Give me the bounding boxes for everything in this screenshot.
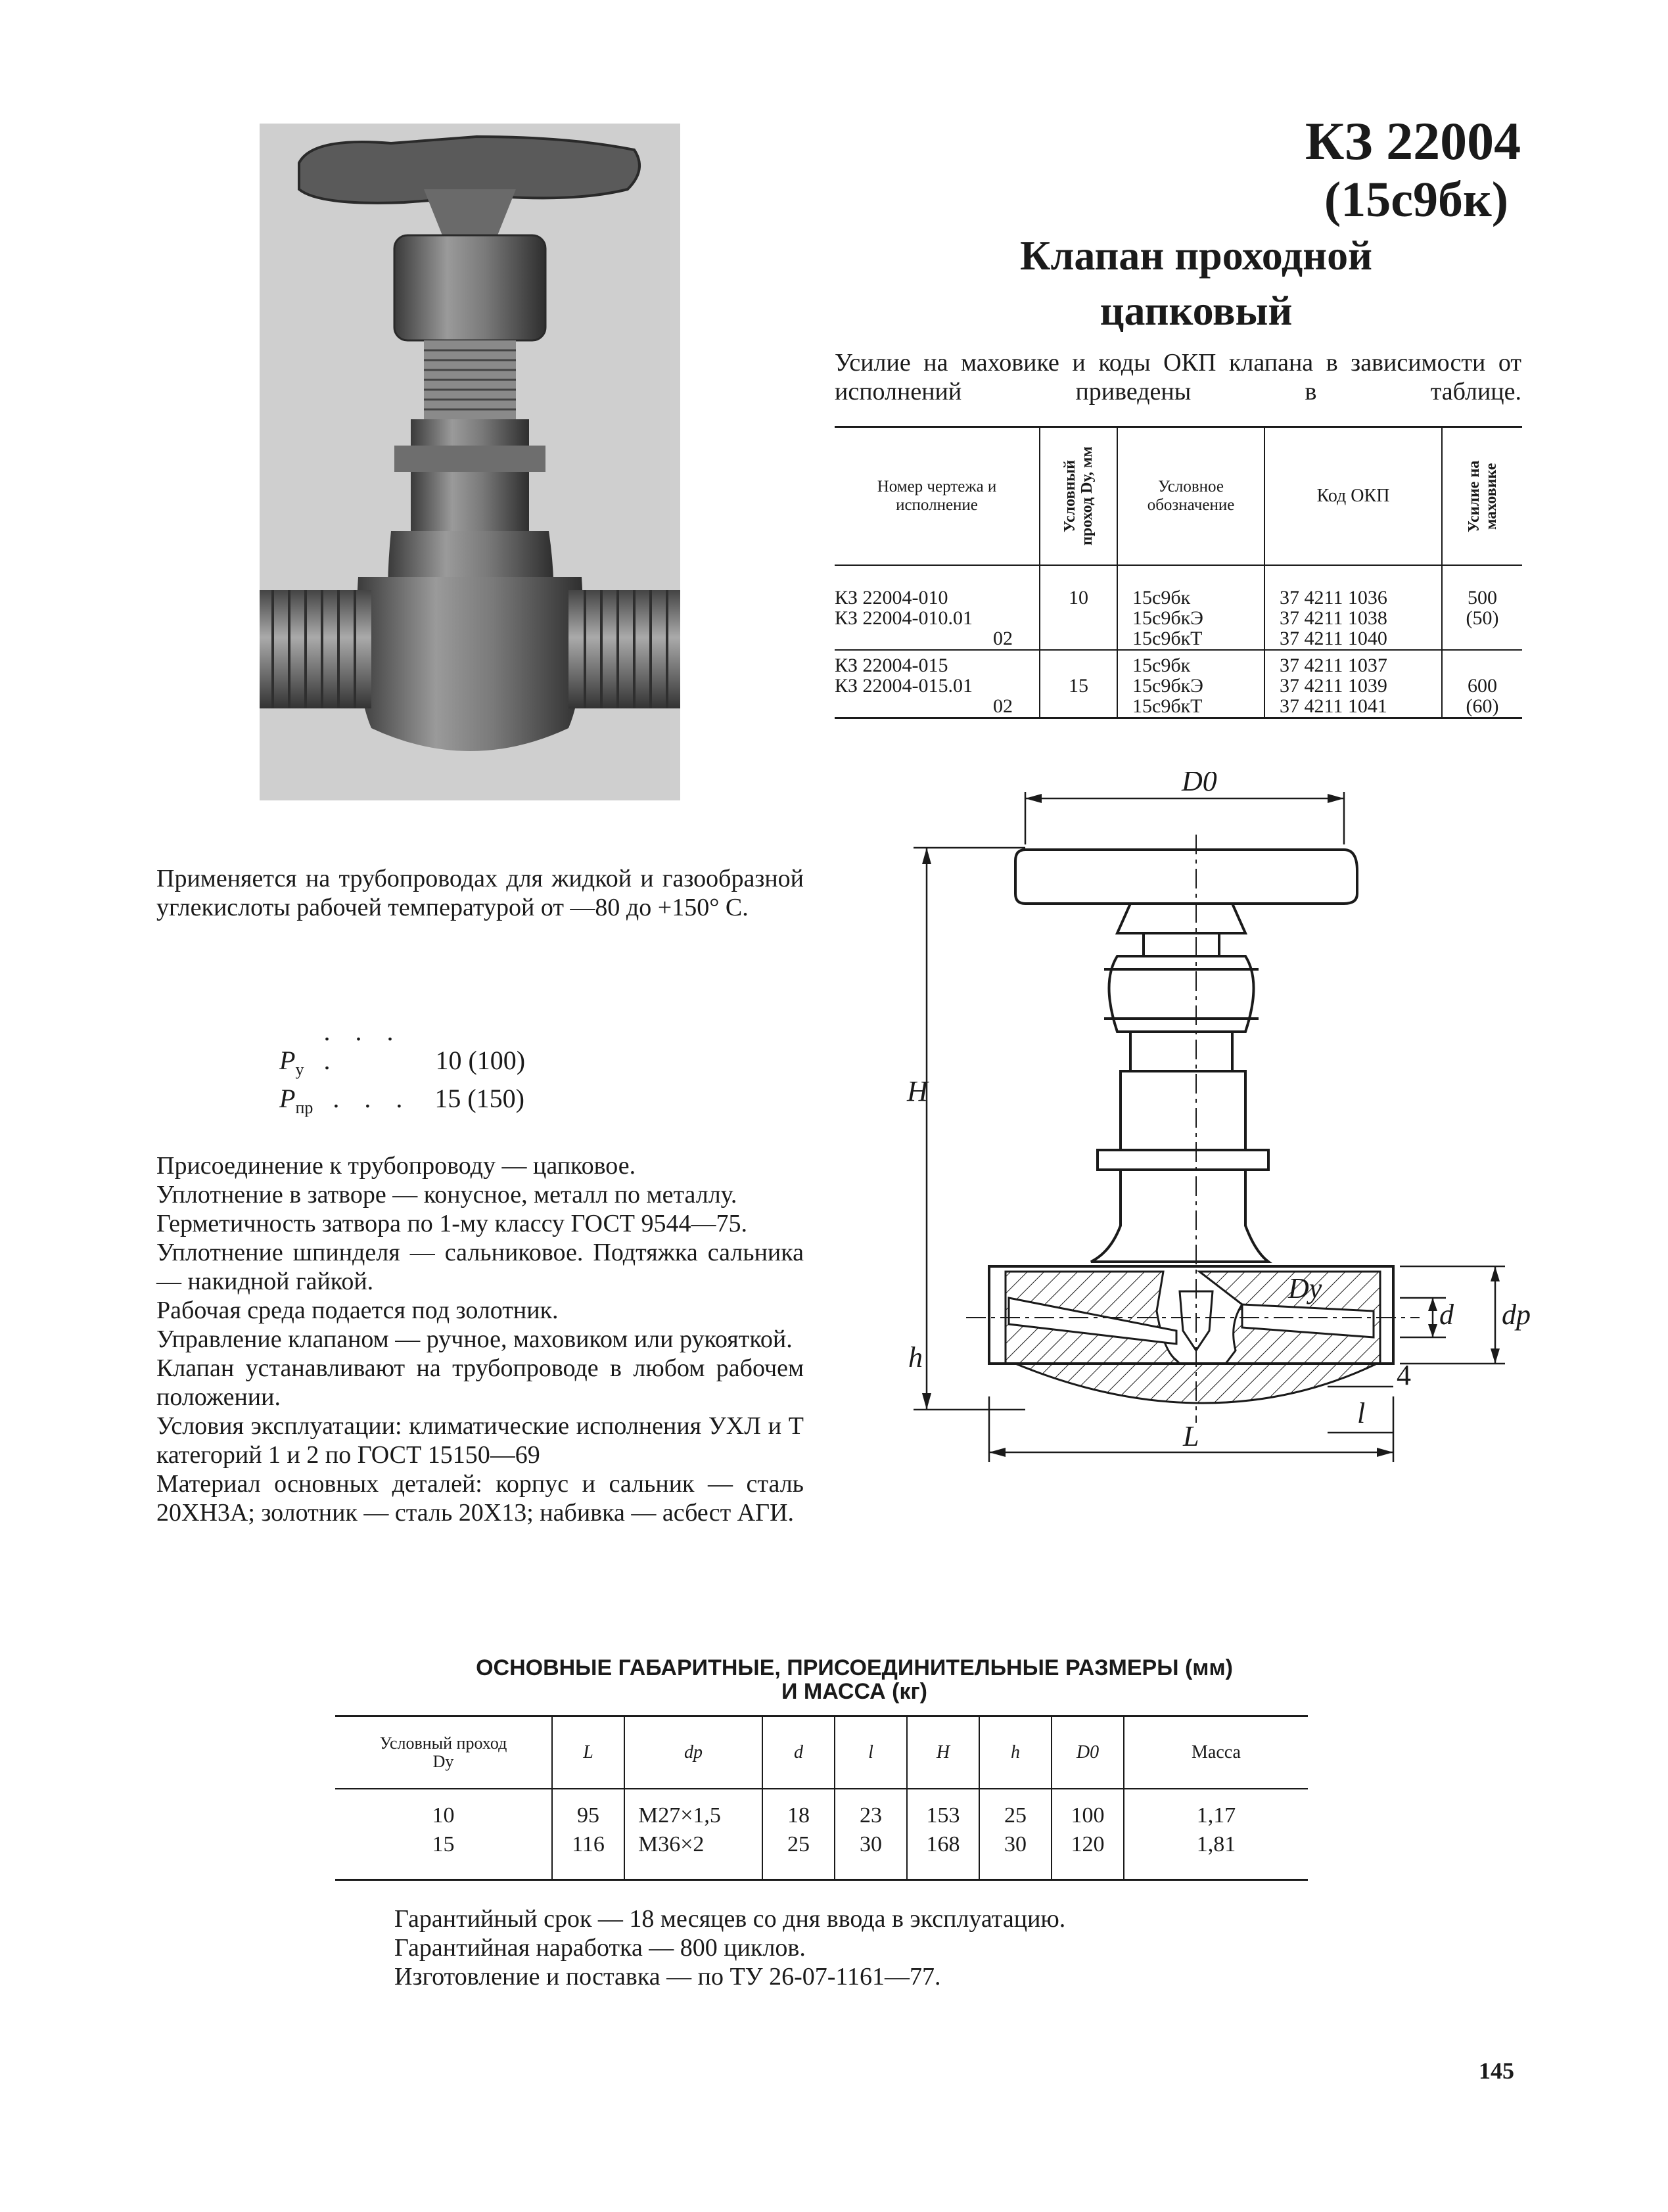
dim-d: d xyxy=(1439,1299,1454,1331)
dims-col-header: Условный проход Dу xyxy=(335,1717,552,1789)
dims-cell: 153 xyxy=(907,1789,979,1830)
okp-cell-dn: 10 xyxy=(1040,565,1117,609)
okp-cell-force: 600 xyxy=(1468,674,1497,697)
col-force-cell xyxy=(1442,427,1522,565)
dim-H: H xyxy=(907,1075,928,1107)
dims-cell: 95 xyxy=(552,1789,624,1830)
dims-col-header: L xyxy=(552,1717,624,1789)
dims-col-header: h xyxy=(979,1717,1052,1789)
manufacture-spec: Изготовление и поставка — по ТУ 26-07-1161—77. xyxy=(394,1963,941,1991)
dim-L: L xyxy=(1183,1420,1199,1452)
spec-item: Условия эксплуатации: климатические исполнения УХЛ и Т категорий 1 и 2 по ГОСТ 15150—69 xyxy=(156,1412,804,1469)
dims-cell: 1,17 xyxy=(1196,1803,1236,1828)
dim-four: 4 xyxy=(1397,1359,1411,1391)
dims-cell: 1,81 xyxy=(1196,1832,1236,1856)
dims-col-header: D0 xyxy=(1052,1717,1124,1789)
dims-row xyxy=(335,1830,1308,1880)
okp-cell-drawing: 02 xyxy=(835,697,1040,718)
spec-item: Уплотнение в затворе — конусное, металл по металлу. xyxy=(156,1181,737,1209)
dims-cell: 120 xyxy=(1052,1830,1124,1880)
dims-cell: 100 xyxy=(1052,1789,1124,1830)
py-sub: у xyxy=(295,1060,304,1079)
col-force: Усилие на маховике xyxy=(1465,460,1500,532)
ppr-sub: пр xyxy=(295,1098,313,1117)
spec-item: Рабочая среда подается под золотник. xyxy=(156,1297,559,1324)
spec-item: Герметичность затвора по 1-му классу ГОСТ 9544—75. xyxy=(156,1210,748,1237)
spec-item: Управление клапаном — ручное, маховиком или рукояткой. xyxy=(156,1325,793,1353)
dims-col-header: l xyxy=(835,1717,907,1789)
spec-item: Клапан устанавливают на трубопроводе в любом рабочем положении. xyxy=(156,1354,804,1411)
okp-cell-drawing: 02 xyxy=(835,629,1040,650)
dims-row xyxy=(335,1789,1308,1830)
okp-cell-okp: 37 4211 1036 xyxy=(1264,565,1442,609)
okp-cell-dn xyxy=(1040,609,1117,629)
dims-cell: 25 xyxy=(762,1830,835,1880)
dims-cell: М36×2 xyxy=(624,1830,762,1880)
col-dn-cell xyxy=(1040,427,1117,565)
dims-title-2: И МАССА (кг) xyxy=(781,1679,927,1704)
okp-cell-okp: 37 4211 1040 xyxy=(1264,629,1442,650)
ppr-value: 15 (150) xyxy=(434,1084,524,1113)
dims-col-header: d xyxy=(762,1717,835,1789)
valve-photo xyxy=(260,124,680,800)
spec-item: Уплотнение шпинделя — сальниковое. Подтяжка сальника — накидной гайкой. xyxy=(156,1239,804,1295)
spec-item: Присоединение к трубопроводу — цапковое. xyxy=(156,1152,636,1180)
footer xyxy=(394,1904,1328,1991)
dims-col-header: dр xyxy=(624,1717,762,1789)
okp-cell-drawing: КЗ 22004-010 xyxy=(835,565,1040,609)
okp-cell-drawing: КЗ 22004-015.01 xyxy=(835,676,1040,697)
warranty-cycles: Гарантийная наработка — 800 циклов. xyxy=(394,1934,806,1962)
okp-cell-force: (50) xyxy=(1466,607,1499,629)
okp-cell-dn xyxy=(1040,697,1117,718)
dims-table xyxy=(335,1715,1308,1881)
py-value: 10 (100) xyxy=(435,1046,526,1075)
application-text: Применяется на трубопроводах для жидкой и газообразной углекислоты рабочей температурой от —80 до +150° С. xyxy=(156,865,804,921)
dims-cell: 30 xyxy=(979,1830,1052,1880)
okp-cell-force: 500 xyxy=(1468,586,1497,609)
col-designation: Условное обозначение xyxy=(1117,427,1264,565)
dims-cell: 10 xyxy=(335,1789,552,1830)
dims-col-header: H xyxy=(907,1717,979,1789)
okp-row xyxy=(835,697,1522,718)
okp-row xyxy=(835,609,1522,629)
okp-table xyxy=(835,426,1522,719)
okp-cell-dn: 15 xyxy=(1040,676,1117,697)
okp-cell-okp: 37 4211 1041 xyxy=(1264,697,1442,718)
okp-cell-drawing: КЗ 22004-015 xyxy=(835,650,1040,676)
okp-row xyxy=(835,629,1522,650)
warranty-term: Гарантийный срок — 18 месяцев со дня ввода в эксплуатацию. xyxy=(394,1905,1066,1933)
okp-cell-force xyxy=(1442,650,1522,676)
ppr-label: P xyxy=(279,1084,296,1113)
dim-D0: D0 xyxy=(1182,772,1217,797)
product-title-line1: Клапан проходной xyxy=(1020,232,1372,279)
spec-item: Материал основных деталей: корпус и сальник — сталь 20ХН3А; золотник — сталь 20Х13; набивка — асбест АГИ. xyxy=(156,1470,804,1527)
dims-cell: 25 xyxy=(979,1789,1052,1830)
pressure-py xyxy=(279,1017,674,1084)
okp-cell-okp: 37 4211 1037 xyxy=(1264,650,1442,676)
pressure-block xyxy=(279,1017,674,1122)
okp-cell-okp: 37 4211 1039 xyxy=(1264,676,1442,697)
okp-cell-designation: 15с9бкТ xyxy=(1117,697,1264,718)
product-code: КЗ 22004 xyxy=(1305,111,1521,171)
col-dn: Условный проход Dу, мм xyxy=(1061,446,1096,546)
okp-cell-dn xyxy=(1040,629,1117,650)
dims-cell: 15 xyxy=(335,1830,552,1880)
okp-cell-force xyxy=(1442,629,1522,650)
dims-cell: 18 xyxy=(762,1789,835,1830)
okp-cell-designation: 15с9бк xyxy=(1117,565,1264,609)
okp-cell-drawing: КЗ 22004-010.01 xyxy=(835,609,1040,629)
okp-cell-okp: 37 4211 1038 xyxy=(1264,609,1442,629)
specs-list xyxy=(156,1151,804,1527)
product-title-line2: цапковый xyxy=(1100,287,1293,334)
pressure-ppr xyxy=(279,1084,674,1122)
okp-row xyxy=(835,650,1522,676)
intro-text: Усилие на маховике и коды ОКП клапана в зависимости от исполнений приведены в таблице. xyxy=(835,349,1521,405)
dims-cell: 23 xyxy=(835,1789,907,1830)
py-label: P xyxy=(279,1046,296,1075)
dims-col-header: Масса xyxy=(1192,1741,1241,1763)
col-okp: Код ОКП xyxy=(1264,427,1442,565)
okp-row xyxy=(835,565,1522,609)
dims-cell: 116 xyxy=(552,1830,624,1880)
dims-cell: 168 xyxy=(907,1830,979,1880)
dims-cell: 30 xyxy=(835,1830,907,1880)
okp-cell-designation: 15с9бкЭ xyxy=(1117,609,1264,629)
okp-cell-dn xyxy=(1040,650,1117,676)
py-dots: . . . . xyxy=(323,1017,403,1075)
okp-row xyxy=(835,676,1522,697)
okp-cell-designation: 15с9бкТ xyxy=(1117,629,1264,650)
product-code-alt: (15с9бк) xyxy=(1324,172,1509,227)
col-drawing: Номер чертежа и исполнение xyxy=(835,427,1040,565)
dim-h: h xyxy=(908,1341,923,1373)
dim-Dy: Dу xyxy=(1288,1272,1322,1304)
dim-l: l xyxy=(1357,1397,1366,1429)
ppr-dots: . . . xyxy=(333,1084,412,1113)
dims-title-1: ОСНОВНЫЕ ГАБАРИТНЫЕ, ПРИСОЕДИНИТЕЛЬНЫЕ РАЗМЕРЫ (мм) xyxy=(476,1655,1233,1680)
page-number: 145 xyxy=(1479,2058,1514,2084)
okp-cell-force: (60) xyxy=(1466,695,1499,717)
valve-drawing xyxy=(874,772,1544,1626)
okp-cell-designation: 15с9бк xyxy=(1117,650,1264,676)
dim-dp: dр xyxy=(1502,1299,1531,1331)
dims-cell: М27×1,5 xyxy=(624,1789,762,1830)
okp-cell-designation: 15с9бкЭ xyxy=(1117,676,1264,697)
